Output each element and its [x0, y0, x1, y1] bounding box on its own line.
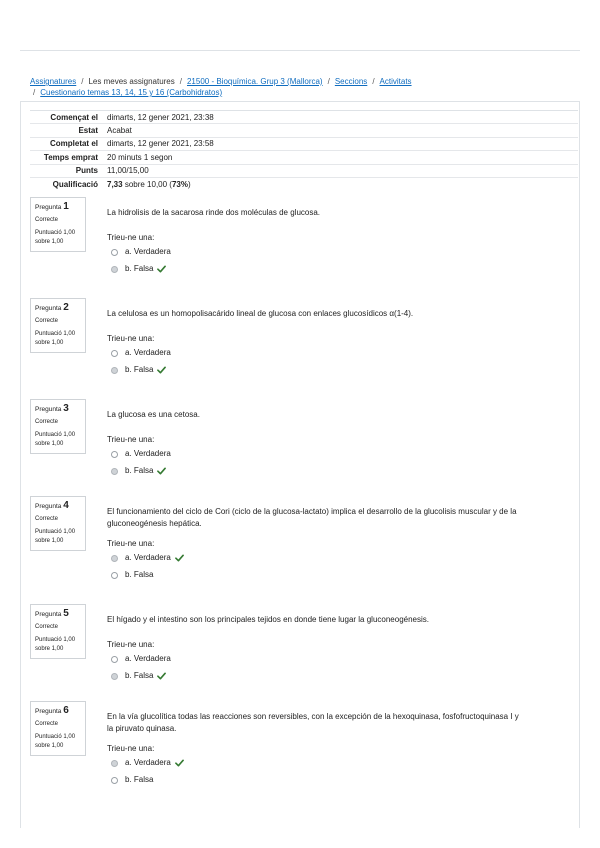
breadcrumb-activities[interactable]: Activitats [379, 77, 412, 86]
grade-percent: 73% [171, 179, 188, 189]
question-info-box [30, 701, 86, 756]
answer-option-label: b. Falsa [125, 365, 154, 374]
question-grade-line1: Puntuació 1,00 [35, 331, 76, 337]
radio-button[interactable] [111, 656, 118, 663]
answer-option[interactable] [111, 758, 184, 768]
summary-row [30, 111, 578, 124]
radio-button[interactable] [111, 673, 118, 680]
answer-option-label: a. Verdadera [125, 449, 171, 458]
question-number-value: 5 [63, 608, 69, 619]
answer-option-label: b. Falsa [125, 671, 154, 680]
question-grade [35, 229, 81, 247]
summary-value: dimarts, 12 gener 2021, 23:58 [106, 137, 578, 150]
summary-value: 11,00/15,00 [106, 164, 578, 177]
answer-option-label: a. Verdadera [125, 247, 171, 256]
question-label: Pregunta [35, 406, 62, 413]
grade-end: ) [187, 179, 191, 189]
question-number [35, 706, 81, 716]
question-number [35, 202, 81, 212]
answer-option[interactable] [111, 775, 153, 785]
answer-option-label: a. Verdadera [125, 758, 171, 767]
question-grade [35, 528, 81, 546]
answer-option[interactable] [111, 671, 166, 681]
question-label: Pregunta [35, 708, 62, 715]
answer-prompt: Trieu-ne una: [107, 233, 155, 242]
question-number [35, 303, 81, 313]
answer-option[interactable] [111, 247, 171, 257]
answer-option[interactable] [111, 264, 166, 274]
summary-label: Començat el [30, 111, 106, 124]
answer-option-label: a. Verdadera [125, 654, 171, 663]
answer-option-label: b. Falsa [125, 775, 154, 784]
radio-button[interactable] [111, 367, 118, 374]
question-label: Pregunta [35, 204, 62, 211]
question-number-value: 2 [63, 302, 69, 313]
summary-row-grade [30, 177, 578, 190]
correct-check-icon [175, 554, 184, 562]
question-number [35, 404, 81, 414]
grade-label: Qualificació [30, 177, 106, 190]
question-info-box [30, 496, 86, 551]
radio-button[interactable] [111, 266, 118, 273]
question-text: La glucosa es una cetosa. [107, 410, 200, 419]
answer-option[interactable] [111, 449, 171, 459]
question-grade [35, 636, 81, 654]
breadcrumb-course[interactable]: 21500 - Bioquímica. Grup 3 (Mallorca) [186, 77, 323, 86]
radio-button[interactable] [111, 760, 118, 767]
question-grade-line1: Puntuació 1,00 [35, 230, 76, 236]
answer-prompt: Trieu-ne una: [107, 640, 155, 649]
question-grade-line2: sobre 1,00 [35, 743, 64, 749]
question-number-value: 1 [63, 201, 69, 212]
grade-middle: sobre 10,00 ( [124, 179, 172, 189]
breadcrumb-quiz[interactable]: Cuestionario temas 13, 14, 15 y 16 (Carbohidratos) [40, 88, 223, 97]
top-divider [20, 50, 580, 51]
question-grade-line2: sobre 1,00 [35, 441, 64, 447]
summary-label: Estat [30, 124, 106, 137]
summary-value: dimarts, 12 gener 2021, 23:38 [106, 111, 578, 124]
breadcrumb-sections[interactable]: Seccions [334, 77, 368, 86]
question-grade-line1: Puntuació 1,00 [35, 432, 76, 438]
question-label: Pregunta [35, 503, 62, 510]
question-number [35, 609, 81, 619]
question-text: La celulosa es un homopolisacárido lineal de glucosa con enlaces glucosídicos α(1-4). [107, 309, 414, 318]
question-info-box [30, 197, 86, 252]
answer-option-label: b. Falsa [125, 264, 154, 273]
question-text: El hígado y el intestino son los principales tejidos en donde tiene lugar la gluconeogénesis. [107, 615, 429, 624]
answer-option-label: b. Falsa [125, 570, 154, 579]
radio-button[interactable] [111, 777, 118, 784]
radio-button[interactable] [111, 572, 118, 579]
question-info-box [30, 399, 86, 454]
breadcrumb-assignatures[interactable]: Assignatures [30, 77, 77, 86]
question-grade-line1: Puntuació 1,00 [35, 637, 76, 643]
question-text: En la vía glucolítica todas las reacciones son reversibles, con la excepción de la hexoquinasa, fosfofructoquinasa I y la piruvato quinasa. [107, 712, 519, 733]
question-state: Correcte [35, 419, 59, 425]
answer-option[interactable] [111, 466, 166, 476]
breadcrumb-separator: / [33, 88, 36, 97]
question-number [35, 501, 81, 511]
correct-check-icon [157, 265, 166, 273]
radio-button[interactable] [111, 350, 118, 357]
answer-option[interactable] [111, 348, 171, 358]
radio-button[interactable] [111, 555, 118, 562]
question-state: Correcte [35, 217, 59, 223]
breadcrumb-my-courses: Les meves assignatures [88, 77, 175, 86]
summary-row [30, 124, 578, 137]
answer-option[interactable] [111, 570, 153, 580]
breadcrumb-separator: / [179, 77, 182, 86]
summary-value: 20 minuts 1 segon [106, 151, 578, 164]
summary-row [30, 137, 578, 150]
answer-prompt: Trieu-ne una: [107, 334, 155, 343]
radio-button[interactable] [111, 249, 118, 256]
question-grade [35, 330, 81, 348]
grade-value [106, 177, 578, 190]
correct-check-icon [157, 672, 166, 680]
question-state: Correcte [35, 516, 59, 522]
correct-check-icon [157, 467, 166, 475]
summary-row [30, 151, 578, 164]
attempt-summary-table [30, 110, 578, 191]
question-number-value: 6 [63, 705, 69, 716]
breadcrumb [30, 76, 570, 98]
summary-row [30, 164, 578, 177]
answer-prompt: Trieu-ne una: [107, 539, 155, 548]
breadcrumb-separator: / [81, 77, 84, 86]
summary-value: Acabat [106, 124, 578, 137]
radio-button[interactable] [111, 468, 118, 475]
answer-prompt: Trieu-ne una: [107, 744, 155, 753]
question-state: Correcte [35, 318, 59, 324]
question-info-box [30, 604, 86, 659]
radio-button[interactable] [111, 451, 118, 458]
question-grade-line1: Puntuació 1,00 [35, 734, 76, 740]
answer-prompt: Trieu-ne una: [107, 435, 155, 444]
question-state: Correcte [35, 624, 59, 630]
correct-check-icon [157, 366, 166, 374]
answer-option[interactable] [111, 654, 171, 664]
question-grade-line2: sobre 1,00 [35, 340, 64, 346]
question-grade [35, 733, 81, 751]
question-grade [35, 431, 81, 449]
breadcrumb-separator: / [372, 77, 375, 86]
question-number-value: 4 [63, 500, 69, 511]
question-state: Correcte [35, 721, 59, 727]
answer-option-label: b. Falsa [125, 466, 154, 475]
question-info-box [30, 298, 86, 353]
question-grade-line2: sobre 1,00 [35, 538, 64, 544]
question-grade-line2: sobre 1,00 [35, 239, 64, 245]
breadcrumb-separator: / [327, 77, 330, 86]
grade-score: 7,33 [107, 179, 123, 189]
question-label: Pregunta [35, 305, 62, 312]
question-grade-line2: sobre 1,00 [35, 646, 64, 652]
correct-check-icon [175, 759, 184, 767]
question-number-value: 3 [63, 403, 69, 414]
answer-option-label: a. Verdadera [125, 553, 171, 562]
question-text: La hidrolisis de la sacarosa rinde dos moléculas de glucosa. [107, 208, 321, 217]
question-grade-line1: Puntuació 1,00 [35, 529, 76, 535]
question-label: Pregunta [35, 611, 62, 618]
summary-label: Temps emprat [30, 151, 106, 164]
answer-option-label: a. Verdadera [125, 348, 171, 357]
summary-label: Completat el [30, 137, 106, 150]
summary-label: Punts [30, 164, 106, 177]
question-text: El funcionamiento del ciclo de Cori (ciclo de la glucosa-lactato) implica el desarrollo de la glucolisis muscular y de la gluconeogénesis hepática. [107, 507, 517, 528]
answer-option[interactable] [111, 365, 166, 375]
answer-option[interactable] [111, 553, 184, 563]
